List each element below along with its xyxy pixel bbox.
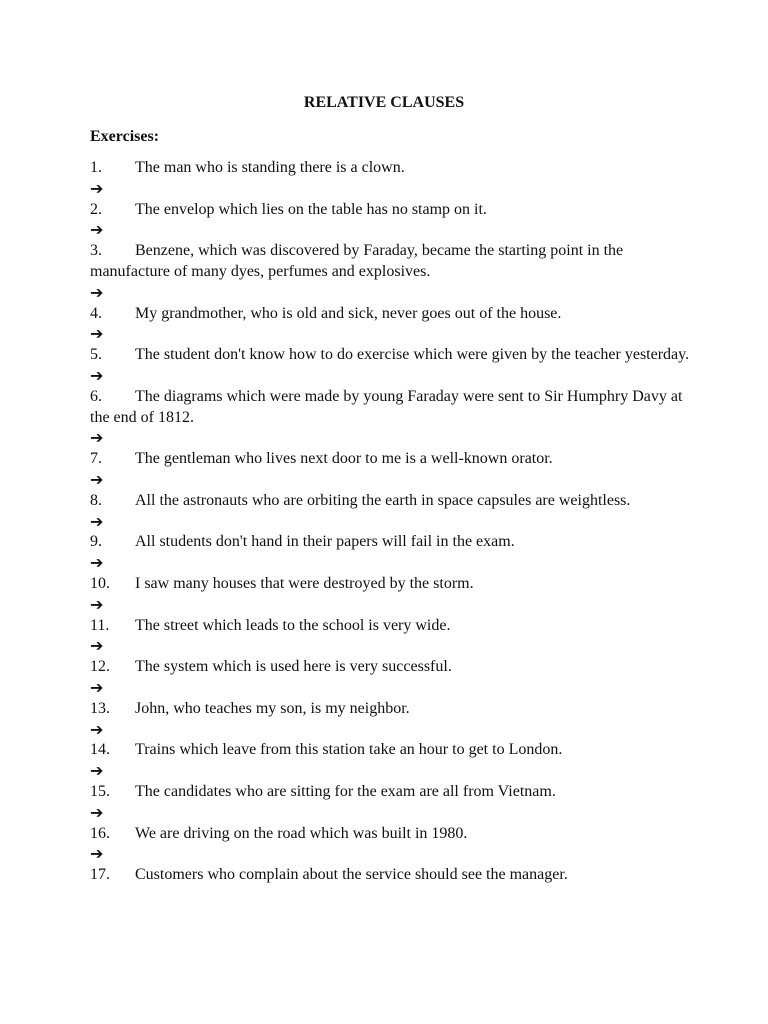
right-arrow-icon: ➔	[90, 428, 104, 448]
right-arrow-icon: ➔	[90, 594, 104, 614]
exercise-text: We are driving on the road which was built in 1980.	[135, 824, 468, 842]
answer-line	[90, 366, 690, 387]
answer-line	[90, 761, 690, 782]
exercise-text: All students don't hand in their papers will fail in the exam.	[135, 533, 515, 551]
exercise-sentence	[90, 865, 690, 886]
right-arrow-icon: ➔	[90, 178, 104, 198]
exercise-number: 9.	[90, 533, 102, 551]
exercise-item-7	[90, 449, 690, 491]
right-arrow-icon: ➔	[90, 324, 104, 344]
exercise-item-12	[90, 657, 690, 699]
exercise-number: 17.	[90, 866, 110, 884]
exercise-item-1	[90, 158, 690, 200]
answer-line	[90, 678, 690, 699]
answer-line	[90, 512, 690, 533]
exercise-number: 16.	[90, 824, 110, 842]
answer-line	[90, 803, 690, 824]
exercise-number: 8.	[90, 491, 102, 509]
exercise-item-4	[90, 304, 690, 346]
exercise-item-14	[90, 740, 690, 782]
exercise-item-11	[90, 616, 690, 658]
exercise-sentence	[90, 304, 690, 325]
exercise-sentence	[90, 387, 690, 429]
exercise-text: Customers who complain about the service should see the manager.	[135, 866, 568, 884]
right-arrow-icon: ➔	[90, 761, 104, 781]
exercise-item-17	[90, 865, 690, 886]
answer-line	[90, 428, 690, 449]
exercise-item-3	[90, 241, 690, 303]
right-arrow-icon: ➔	[90, 844, 104, 864]
exercise-sentence	[90, 345, 690, 366]
answer-line	[90, 220, 690, 241]
exercise-text: The gentleman who lives next door to me is a well-known orator.	[135, 450, 553, 468]
exercise-sentence	[90, 491, 690, 512]
exercise-sentence	[90, 532, 690, 553]
exercise-number: 2.	[90, 200, 102, 218]
right-arrow-icon: ➔	[90, 469, 104, 489]
exercise-sentence	[90, 158, 690, 179]
exercise-sentence	[90, 574, 690, 595]
answer-line	[90, 720, 690, 741]
exercise-list	[90, 158, 690, 886]
right-arrow-icon: ➔	[90, 365, 104, 385]
page-title: RELATIVE CLAUSES	[303, 94, 465, 111]
exercise-item-16	[90, 824, 690, 866]
exercise-item-2	[90, 200, 690, 242]
right-arrow-icon: ➔	[90, 636, 104, 656]
exercise-sentence	[90, 200, 690, 221]
exercise-number: 5.	[90, 346, 102, 364]
exercise-text: All the astronauts who are orbiting the earth in space capsules are weightless.	[135, 491, 631, 509]
exercise-item-8	[90, 491, 690, 533]
exercise-text: The man who is standing there is a clown.	[135, 159, 405, 176]
exercise-number: 3.	[90, 242, 102, 260]
answer-line	[90, 324, 690, 345]
exercise-number: 1.	[90, 159, 102, 176]
exercise-text: John, who teaches my son, is my neighbor.	[135, 699, 410, 717]
exercise-text: My grandmother, who is old and sick, never goes out of the house.	[135, 304, 562, 322]
exercise-item-9	[90, 532, 690, 574]
exercise-item-10	[90, 574, 690, 616]
exercise-number: 7.	[90, 450, 102, 468]
right-arrow-icon: ➔	[90, 677, 104, 697]
exercise-number: 14.	[90, 741, 110, 759]
exercise-text: The system which is used here is very successful.	[135, 658, 452, 676]
exercise-sentence	[90, 740, 690, 761]
right-arrow-icon: ➔	[90, 511, 104, 531]
exercise-item-13	[90, 699, 690, 741]
exercise-text: The street which leads to the school is very wide.	[135, 616, 451, 634]
exercise-number: 6.	[90, 387, 102, 405]
exercise-number: 4.	[90, 304, 102, 322]
answer-line	[90, 595, 690, 616]
answer-line	[90, 636, 690, 657]
exercise-number: 13.	[90, 699, 110, 717]
exercise-sentence	[90, 241, 690, 283]
exercise-sentence	[90, 449, 690, 470]
exercise-number: 10.	[90, 574, 110, 592]
exercise-text: I saw many houses that were destroyed by the storm.	[135, 574, 474, 592]
exercise-item-5	[90, 345, 690, 387]
exercise-text: The envelop which lies on the table has no stamp on it.	[135, 200, 487, 218]
exercise-text: Trains which leave from this station take an hour to get to London.	[135, 741, 563, 759]
exercise-sentence	[90, 782, 690, 803]
right-arrow-icon: ➔	[90, 719, 104, 739]
exercise-sentence	[90, 616, 690, 637]
answer-line	[90, 553, 690, 574]
exercise-text: The student don't know how to do exercise which were given by the teacher yesterday.	[135, 346, 690, 364]
exercises-heading: Exercises:	[90, 128, 160, 145]
right-arrow-icon: ➔	[90, 220, 104, 240]
exercise-text: The diagrams which were made by young Faraday were sent to Sir Humphry Davy at the end of 1812.	[90, 387, 683, 426]
exercise-text: The candidates who are sitting for the exam are all from Vietnam.	[135, 782, 556, 800]
answer-line	[90, 470, 690, 491]
exercise-number: 15.	[90, 782, 110, 800]
exercise-sentence	[90, 824, 690, 845]
right-arrow-icon: ➔	[90, 802, 104, 822]
answer-line	[90, 179, 690, 200]
answer-line	[90, 844, 690, 865]
exercise-item-6	[90, 387, 690, 449]
exercise-number: 12.	[90, 658, 110, 676]
right-arrow-icon: ➔	[90, 282, 104, 302]
right-arrow-icon: ➔	[90, 553, 104, 573]
exercise-number: 11.	[90, 616, 110, 634]
exercise-item-15	[90, 782, 690, 824]
exercise-text: Benzene, which was discovered by Faraday, became the starting point in the manufacture of many dyes, perfumes and explosives.	[90, 242, 624, 280]
exercise-sentence	[90, 657, 690, 678]
exercise-sentence	[90, 699, 690, 720]
answer-line	[90, 283, 690, 304]
